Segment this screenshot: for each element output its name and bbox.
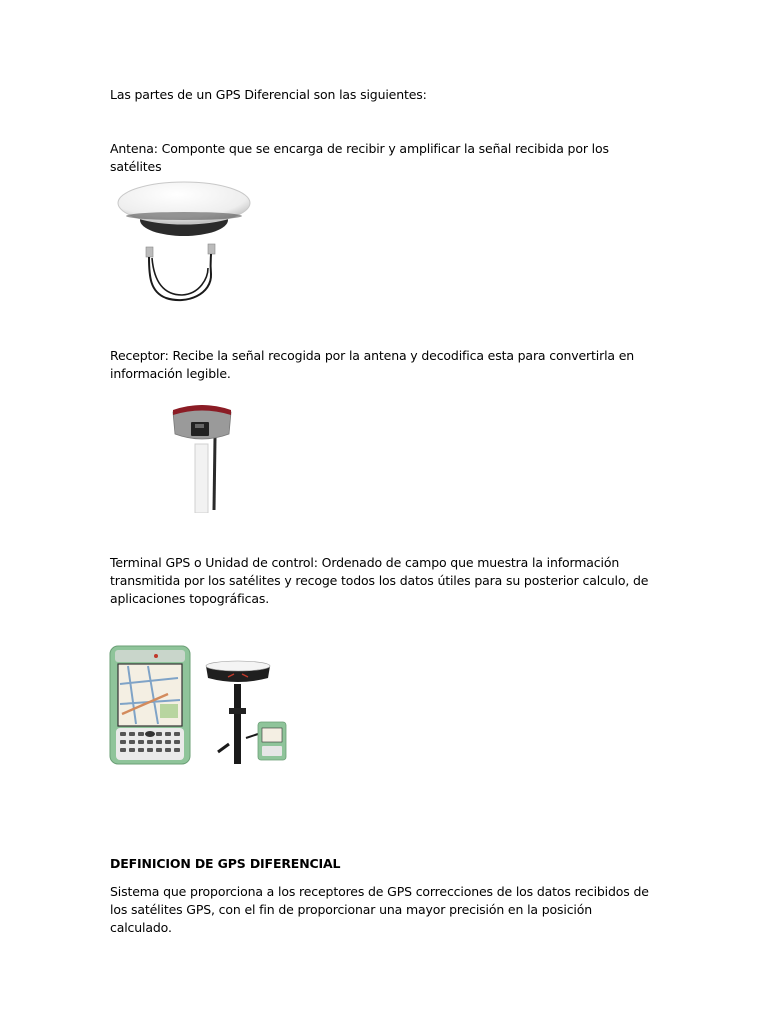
definition-title: DEFINICION DE GPS DIFERENCIAL — [110, 856, 341, 871]
receiver-body: Recibe la señal recogida por la antena y decodifica esta para convertirla en información legible. — [110, 348, 635, 381]
gps-receiver-icon — [167, 400, 237, 513]
terminal-paragraph — [110, 554, 650, 608]
intro-text: Las partes de un GPS Diferencial son las siguientes: — [110, 87, 427, 102]
antenna-paragraph — [110, 140, 650, 176]
antenna-body: Componte que se encarga de recibir y amplificar la señal recibida por los satélites — [110, 141, 609, 174]
receiver-heading: Receptor: — [110, 348, 169, 363]
antenna-heading: Antena: — [110, 141, 158, 156]
gps-antenna-icon — [112, 178, 257, 308]
control-unit-icon — [108, 644, 298, 766]
receiver-paragraph — [110, 347, 650, 383]
terminal-heading: Terminal GPS o Unidad de control: — [110, 555, 318, 570]
definition-body: Sistema que proporciona a los receptores de GPS correcciones de los datos recibidos de los satélites GPS, con el fin de proporcionar una mayor precisión en la posición calculado. — [110, 884, 649, 935]
terminal-body: Ordenado de campo que muestra la información transmitida por los satélites y recoge todos los datos útiles para su posterior calculo, de aplicaciones topográficas. — [110, 555, 649, 606]
